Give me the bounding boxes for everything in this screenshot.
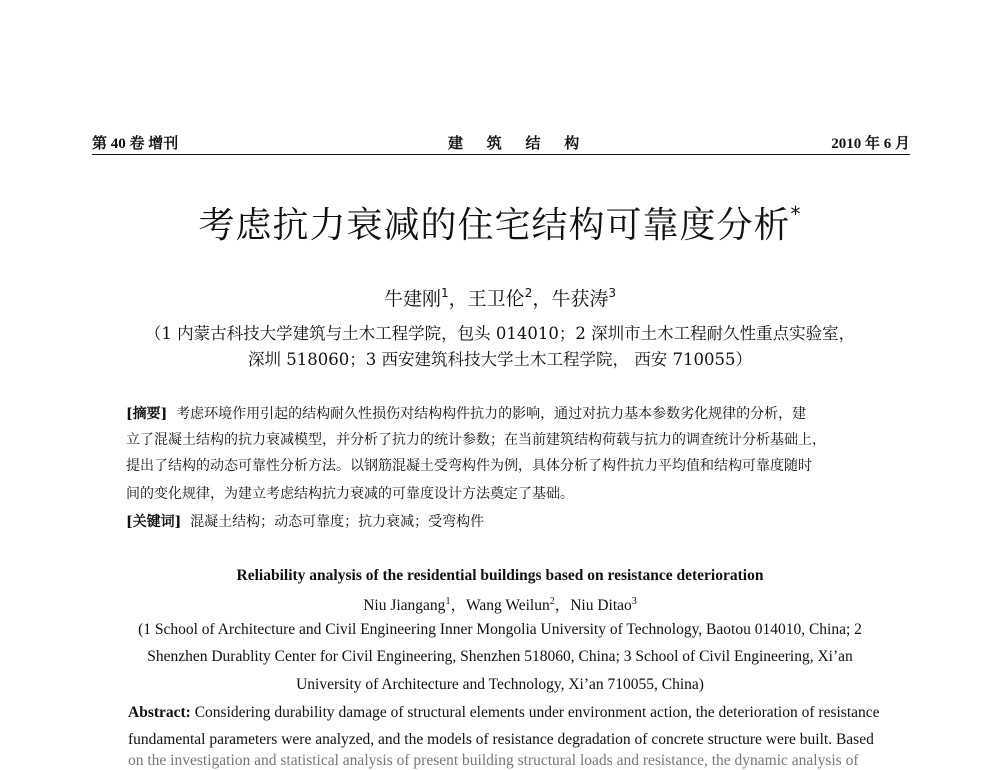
paper-title [0, 192, 1000, 248]
abstract-cn-line-1 [126, 404, 878, 424]
affiliation-cn-line-2: 深圳 518060；3 西安建筑科技大学土木工程学院， 西安 710055） [248, 350, 752, 369]
running-header [92, 128, 910, 152]
abstract-cn-label: [摘要] [126, 406, 168, 422]
abstract-cn-line-4: 间的变化规律，为建立考虑结构抗力衰减的可靠度设计方法奠定了基础。 [126, 486, 574, 502]
title-footnote-mark: * [790, 202, 802, 226]
abstract-cn-line-2: 立了混凝土结构的抗力衰减模型，并分析了抗力的统计参数；在当前建筑结构荷载与抗力的调查统计分析基础上， [126, 432, 826, 448]
abstract-cn-line-3: 提出了结构的动态可靠性分析方法。以钢筋混凝土受弯构件为例，具体分析了构件抗力平均值和结构可靠度随时 [126, 458, 812, 474]
affiliation-cn-line-1: （1 内蒙古科技大学建筑与土木工程学院，包头 014010；2 深圳市土木工程耐久性重点实验室， [144, 324, 856, 343]
author-affil-mark-en: 1 [445, 596, 451, 607]
abstract-en-line-3: on the investigation and statistical analysis of present building structural loads and resistance, the dynamic analysis of [128, 752, 859, 769]
author-affil-mark: 3 [608, 286, 616, 300]
title-text: 考虑抗力衰减的住宅结构可靠度分析 [198, 205, 791, 246]
author-affil-mark-en: 3 [631, 596, 637, 607]
abstract-en-text: Considering durability damage of structural elements under environment action, the deterioration of resistance [194, 704, 880, 721]
keywords-cn-label: [关键词] [126, 514, 182, 530]
author-name: 牛建刚 [384, 288, 442, 310]
author-list-en [0, 593, 1000, 615]
author-separator: ， [450, 597, 466, 614]
abstract-en-line-1 [128, 704, 880, 722]
author-affil-mark: 1 [441, 286, 449, 300]
keywords-cn [126, 512, 878, 532]
author-list-cn [0, 281, 1000, 311]
author-name: 牛获涛 [551, 288, 609, 310]
author-separator: ， [554, 597, 571, 614]
journal-volume: 第 40 卷 增刊 [92, 136, 179, 152]
abstract-cn-text: 考虑环境作用引起的结构耐久性损伤对结构构件抗力的影响，通过对抗力基本参数劣化规律的分析，建 [176, 406, 807, 422]
abstract-en-label: Abstract: [128, 704, 191, 721]
abstract-en-line-2: fundamental parameters were analyzed, and the models of resistance degradation of concrete structure were built. Based [128, 731, 874, 748]
author-name-en: Wang Weilun [465, 597, 550, 614]
journal-name: 建 筑 结 构 [448, 136, 590, 152]
keywords-cn-text: 混凝土结构；动态可靠度；抗力衰减；受弯构件 [190, 514, 485, 530]
affiliation-en-line-2: Shenzhen Durablity Center for Civil Engineering, Shenzhen 518060, China; 3 School of Civil Engineering, Xi’an [147, 648, 853, 665]
affiliation-en-line-1: (1 School of Architecture and Civil Engineering Inner Mongolia University of Technology, Baotou 014010, China; 2 [138, 621, 862, 638]
author-affil-mark: 2 [524, 286, 533, 300]
affiliation-en-line-3: University of Architecture and Technology, Xi’an 710055, China) [296, 676, 704, 693]
author-separator: ， [532, 288, 552, 310]
english-title: Reliability analysis of the residential buildings based on resistance deterioration [236, 567, 764, 584]
author-affil-mark-en: 2 [549, 596, 555, 607]
publication-date: 2010 年 6 月 [831, 136, 910, 152]
author-name: 王卫伦 [467, 288, 525, 310]
author-separator: ， [448, 288, 468, 310]
header-rule [92, 154, 910, 155]
author-name-en: Niu Jiangang [363, 597, 446, 614]
author-name-en: Niu Ditao [570, 597, 632, 614]
